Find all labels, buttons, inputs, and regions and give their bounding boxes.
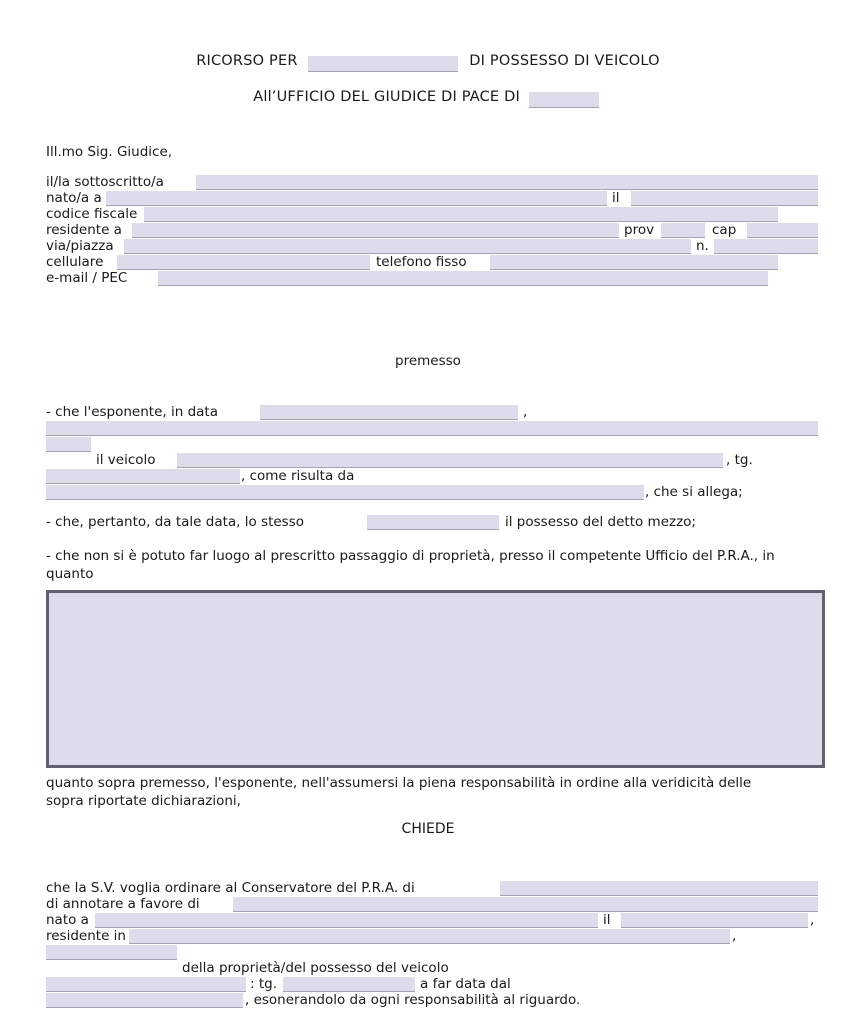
richiesta-targa-input[interactable] xyxy=(283,977,415,992)
stesso-verbo-input[interactable] xyxy=(367,515,499,530)
title-possesso-veicolo-label: DI POSSESSO DI VEICOLO xyxy=(469,53,660,69)
label-esonerandolo: , esonerandolo da ogni responsabilità al riguardo. xyxy=(245,992,581,1008)
ricorso-per-input[interactable] xyxy=(308,56,458,72)
richiesta-label-tg: : tg. xyxy=(250,976,277,992)
premesso-item-1-comma: , xyxy=(523,404,528,420)
descrizione-line-1-input[interactable] xyxy=(46,421,818,436)
in-data-input[interactable] xyxy=(260,405,518,420)
richiesta-line-2-prefix: di annotare a favore di xyxy=(46,896,200,912)
richiesta-comma-1: , xyxy=(810,912,815,928)
trasferimento-input[interactable] xyxy=(46,945,177,960)
targa-input[interactable] xyxy=(46,469,240,484)
label-come-risulta-da: , come risulta da xyxy=(241,468,355,484)
label-nato-il: il xyxy=(612,190,620,206)
giudice-di-pace-citta-input[interactable] xyxy=(529,92,599,108)
descrizione-line-2-input[interactable] xyxy=(46,437,91,452)
label-via-piazza: via/piazza xyxy=(46,238,114,254)
ufficio-giudice-di-pace-label: All’UFFICIO DEL GIUDICE DI PACE DI xyxy=(253,89,520,105)
premesso-item-1-prefix: - che l'esponente, in data xyxy=(46,404,218,420)
label-che-si-allega: , che si allega; xyxy=(645,484,743,500)
a-favore-di-input[interactable] xyxy=(233,897,818,912)
label-il-veicolo: il veicolo xyxy=(96,452,156,468)
label-sottoscritto: il/la sottoscritto/a xyxy=(46,174,164,190)
richiesta-label-residente-in: residente in xyxy=(46,928,126,944)
sottoscritto-input[interactable] xyxy=(196,175,818,190)
veicolo-input[interactable] xyxy=(177,453,723,468)
title-ricorso-per-label: RICORSO PER xyxy=(196,53,298,69)
label-numero-civico: n. xyxy=(696,238,709,254)
chiede-heading: CHIEDE xyxy=(401,821,455,837)
label-prov: prov xyxy=(624,222,655,238)
richiesta-label-il: il xyxy=(603,912,611,928)
form-title-line-2 xyxy=(0,89,856,108)
richiesta-nato-a-input[interactable] xyxy=(95,913,598,928)
label-della-proprieta: della proprietà/del possesso del veicolo xyxy=(182,960,449,976)
label-telefono-fisso: telefono fisso xyxy=(376,254,467,270)
label-a-far-data-dal: a far data dal xyxy=(420,976,511,992)
label-cap: cap xyxy=(712,222,737,238)
richiesta-label-nato-a: nato a xyxy=(46,912,89,928)
telefono-fisso-input[interactable] xyxy=(490,255,778,270)
email-pec-input[interactable] xyxy=(158,271,768,286)
label-tg-premesso: , tg. xyxy=(726,452,753,468)
label-codice-fiscale: codice fiscale xyxy=(46,206,138,222)
salutation-text: Ill.mo Sig. Giudice, xyxy=(46,144,173,160)
codice-fiscale-input[interactable] xyxy=(144,207,778,222)
form-title-line-1 xyxy=(0,53,856,72)
premesso-heading: premesso xyxy=(395,353,461,369)
premesso-item-2-prefix: - che, pertanto, da tale data, lo stesso xyxy=(46,514,305,530)
label-email-pec: e-mail / PEC xyxy=(46,270,128,286)
premesso-item-2-suffix: il possesso del detto mezzo; xyxy=(505,514,696,530)
cellulare-input[interactable] xyxy=(117,255,370,270)
conservatore-pra-input[interactable] xyxy=(500,881,818,896)
cap-input[interactable] xyxy=(747,223,818,238)
motivazione-textarea[interactable] xyxy=(46,590,825,768)
richiesta-residente-in-input[interactable] xyxy=(129,929,730,944)
label-nato-a: nato/a a xyxy=(46,190,102,206)
prov-input[interactable] xyxy=(661,223,705,238)
numero-civico-input[interactable] xyxy=(714,239,818,254)
richiesta-comma-2: , xyxy=(732,928,737,944)
premesso-item-3-text: - che non si è potuto far luogo al prescritto passaggio di proprietà, presso il competente Ufficio del P.R.A., in quanto xyxy=(46,548,775,582)
documento-input[interactable] xyxy=(46,485,644,500)
richiesta-veicolo-input[interactable] xyxy=(46,977,246,992)
residente-a-input[interactable] xyxy=(132,223,619,238)
data-decorrenza-input[interactable] xyxy=(46,993,243,1008)
nato-a-input[interactable] xyxy=(106,191,607,206)
label-residente-a: residente a xyxy=(46,222,122,238)
via-piazza-input[interactable] xyxy=(124,239,691,254)
label-cellulare: cellulare xyxy=(46,254,104,270)
nato-il-input[interactable] xyxy=(631,191,818,206)
responsibility-text: quanto sopra premesso, l'esponente, nell'assumersi la piena responsabilità in ordine alla veridicità delle sopra riportate dichiarazioni, xyxy=(46,775,752,809)
richiesta-nato-il-input[interactable] xyxy=(621,913,808,928)
richiesta-line-1-prefix: che la S.V. voglia ordinare al Conservatore del P.R.A. di xyxy=(46,880,415,896)
